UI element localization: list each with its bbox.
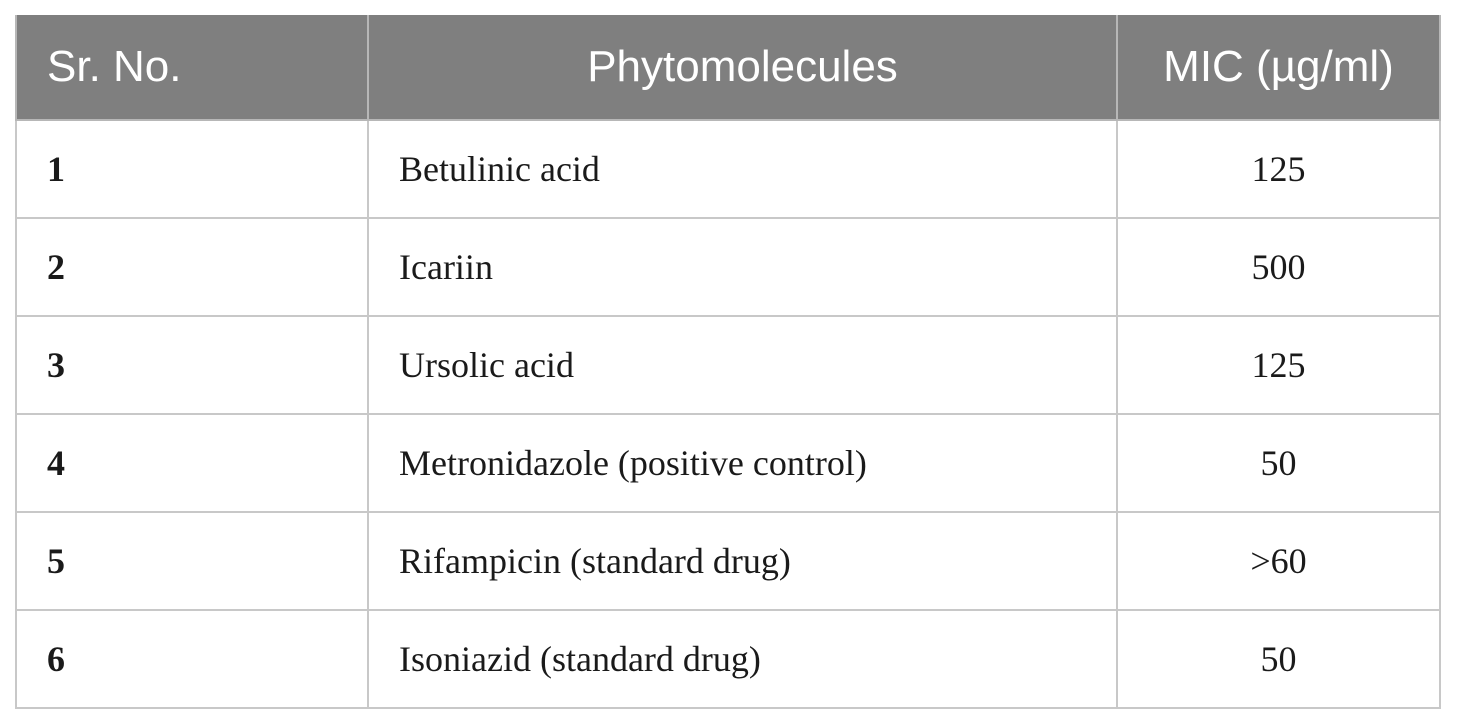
cell-phytomolecule: Metronidazole (positive control) (368, 414, 1117, 512)
cell-mic: 125 (1117, 120, 1440, 218)
cell-mic: 50 (1117, 610, 1440, 708)
header-row (16, 15, 1440, 120)
cell-mic: >60 (1117, 512, 1440, 610)
mic-table (15, 15, 1441, 709)
table-body (16, 120, 1440, 708)
cell-mic: 125 (1117, 316, 1440, 414)
table-row (16, 120, 1440, 218)
cell-sr-no: 2 (16, 218, 368, 316)
header-mic: MIC (µg/ml) (1117, 15, 1440, 120)
cell-phytomolecule: Betulinic acid (368, 120, 1117, 218)
cell-sr-no: 3 (16, 316, 368, 414)
header-sr-no: Sr. No. (16, 15, 368, 120)
cell-phytomolecule: Rifampicin (standard drug) (368, 512, 1117, 610)
cell-mic: 500 (1117, 218, 1440, 316)
cell-sr-no: 4 (16, 414, 368, 512)
table-header (16, 15, 1440, 120)
cell-phytomolecule: Isoniazid (standard drug) (368, 610, 1117, 708)
cell-phytomolecule: Ursolic acid (368, 316, 1117, 414)
table-row (16, 414, 1440, 512)
cell-sr-no: 5 (16, 512, 368, 610)
table-row (16, 610, 1440, 708)
table-row (16, 316, 1440, 414)
cell-mic: 50 (1117, 414, 1440, 512)
table-row (16, 512, 1440, 610)
cell-phytomolecule: Icariin (368, 218, 1117, 316)
table-row (16, 218, 1440, 316)
mic-table-container (15, 15, 1439, 709)
cell-sr-no: 6 (16, 610, 368, 708)
cell-sr-no: 1 (16, 120, 368, 218)
header-phytomolecules: Phytomolecules (368, 15, 1117, 120)
